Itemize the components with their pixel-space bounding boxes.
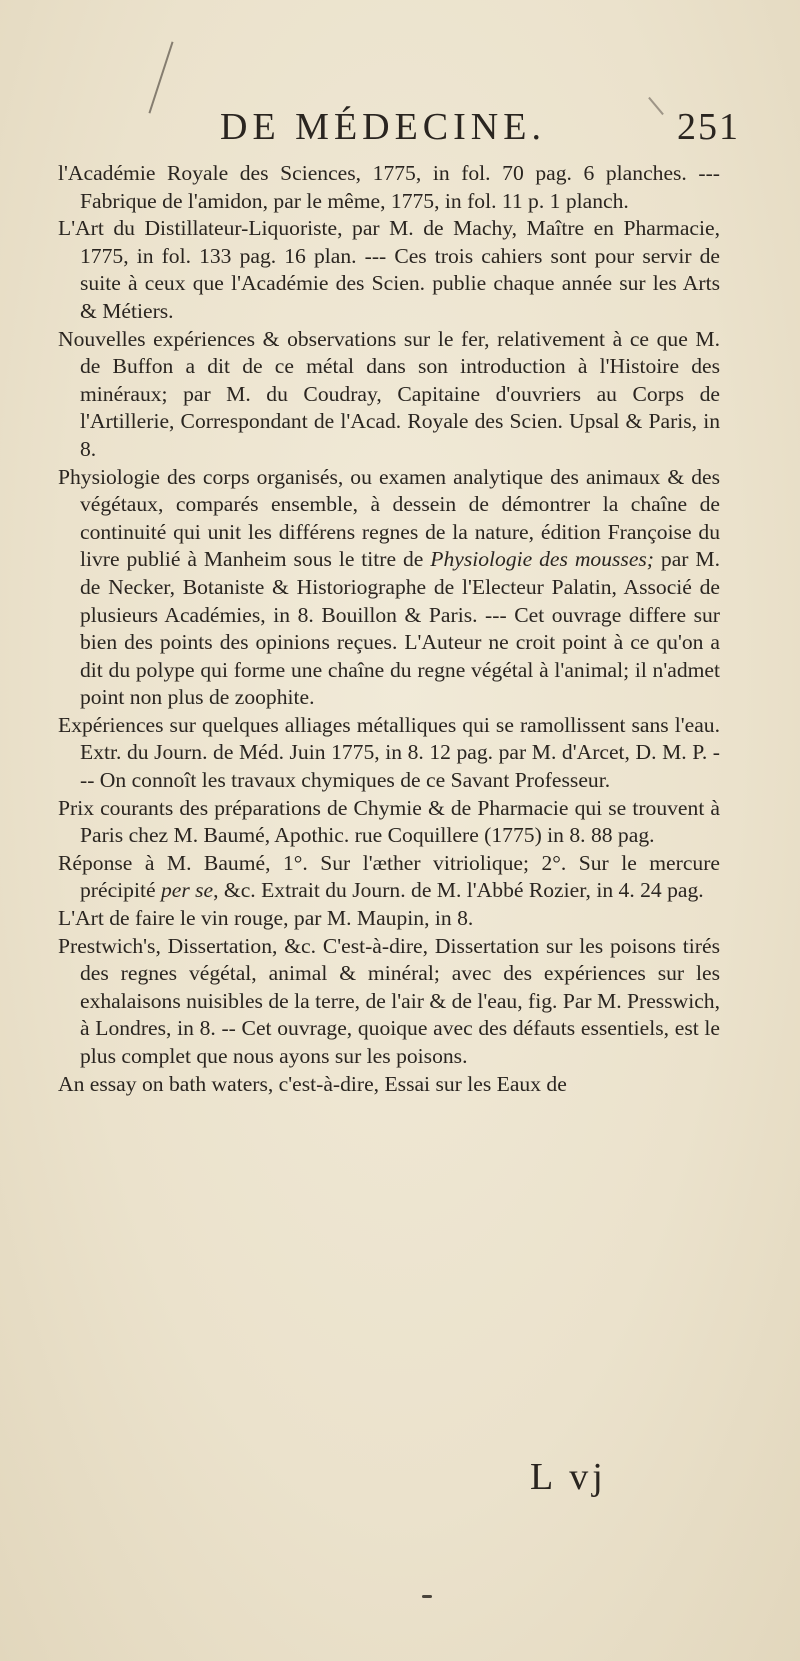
running-title: DE MÉDECINE. xyxy=(220,106,546,148)
entry: Prestwich's, Dissertation, &c. C'est-à-dire, Dissertation sur les poisons tirés des regnes végétal, animal & minéral; avec des expériences sur les exhalaisons nuisibles de la terre, de l'air & de l'eau, fig. Par M. Presswich, à Londres, in 8. -- Cet ouvrage, quoique avec des défauts essentiels, est le plus complet que nous ayons sur les poisons. xyxy=(58,933,720,1068)
ink-speck xyxy=(422,1595,432,1598)
entry-list xyxy=(58,160,720,1098)
entry: l'Académie Royale des Sciences, 1775, in fol. 70 pag. 6 planches. --- Fabrique de l'amidon, par le même, 1775, in fol. 11 p. 1 planch. xyxy=(58,161,720,213)
entry: Prix courants des préparations de Chymie & de Pharmacie qui se trouvent à Paris chez M. Baumé, Apothic. rue Coquillere (1775) in 8. 88 pag. xyxy=(58,795,720,848)
entry-text: par M. de Necker, Botaniste & Historiographe de l'Electeur Palatin, Associé de plusieurs Académies, in 8. Bouillon & Paris. --- Cet ouvrage differe sur bien des points des opinions reçues. L'Auteur ne croit point à ce qu'on a dit du polype qui forme une chaîne du regne végétal à l'animal; il n'admet point non plus de zoophite. xyxy=(80,547,720,710)
entry-italic-title: Physiologie des mousses; xyxy=(430,547,655,572)
entry: Expériences sur quelques alliages métalliques qui se ramollissent sans l'eau. Extr. du Journ. de Méd. Juin 1775, in 8. 12 pag. par M. d'Arcet, D. M. P. --- On connoît les travaux chymiques de ce Savant Professeur. xyxy=(58,712,720,793)
entry: An essay on bath waters, c'est-à-dire, Essai sur les Eaux de xyxy=(58,1071,567,1096)
page-header xyxy=(220,105,740,155)
entry-italic-phrase: per se xyxy=(160,878,214,903)
entry-text: Physiologie des corps organisés, ou examen analytique des animaux & des végétaux, comparés ensemble, à dessein de démontrer la chaîne de continuité qui unit les différens regnes de la nature, édition Françoise du livre publié à Manheim sous le titre de xyxy=(58,464,720,572)
entry: L'Art du Distillateur-Liquoriste, par M. de Machy, Maître en Pharmacie, 1775, in fol. 133 pag. 16 plan. --- Ces trois cahiers sont pour servir de suite à ceux que l'Académie des Scien. publie chaque année sur les Arts & Métiers. xyxy=(58,216,720,323)
entry xyxy=(58,464,720,712)
entry-text: , &c. Extrait du Journ. de M. l'Abbé Rozier, in 4. 24 pag. xyxy=(213,878,704,903)
entry-text: Réponse à M. Baumé, 1°. Sur l'æther vitriolique; 2°. Sur le mercure précipité xyxy=(58,850,720,903)
signature-mark: L vj xyxy=(530,1456,607,1498)
pencil-mark xyxy=(148,42,173,114)
entry xyxy=(58,850,720,905)
entry: Nouvelles expériences & observations sur le fer, relativement à ce que M. de Buffon a dit de ce métal dans son introduction à l'Histoire des minéraux; par M. du Coudray, Capitaine d'ouvriers au Corps de l'Artillerie, Correspondant de l'Acad. Royale des Scien. Upsal & Paris, in 8. xyxy=(58,326,720,461)
entry: L'Art de faire le vin rouge, par M. Maupin, in 8. xyxy=(58,906,474,931)
page-number: 251 xyxy=(677,106,740,148)
